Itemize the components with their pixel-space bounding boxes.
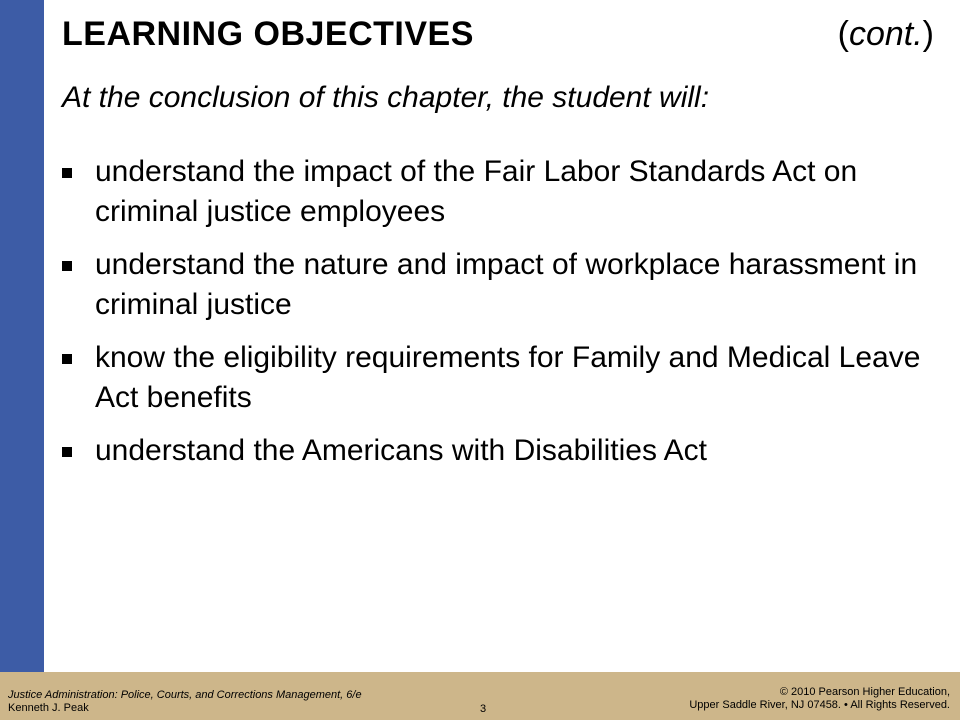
objective-item <box>62 431 922 471</box>
square-bullet-icon <box>62 447 72 457</box>
left-accent-bar <box>0 0 44 672</box>
slide-subtitle: At the conclusion of this chapter, the student will: <box>62 81 710 114</box>
objective-item <box>62 338 922 418</box>
continued-label: (cont.) <box>837 15 934 53</box>
footer-citation <box>8 689 362 715</box>
square-bullet-icon <box>62 261 72 271</box>
author-name: Kenneth J. Peak <box>8 702 89 714</box>
continued-text: cont. <box>848 15 923 53</box>
objective-text: understand the nature and impact of workplace harassment in criminal justice <box>95 248 918 321</box>
objective-item <box>62 245 922 325</box>
objective-text: understand the impact of the Fair Labor Standards Act on criminal justice employees <box>95 155 858 228</box>
copyright-notice <box>689 686 950 712</box>
square-bullet-icon <box>62 354 72 364</box>
page-number: 3 <box>480 703 487 715</box>
footer-bar <box>0 672 960 720</box>
book-title: Justice Administration: Police, Courts, and Corrections Management, 6/e <box>8 689 362 701</box>
objective-item <box>62 152 922 232</box>
copyright-line-2: Upper Saddle River, NJ 07458. • All Rights Reserved. <box>689 699 950 711</box>
objective-text: know the eligibility requirements for Family and Medical Leave Act benefits <box>95 341 921 414</box>
slide-title: LEARNING OBJECTIVES <box>62 15 474 53</box>
copyright-line-1: © 2010 Pearson Higher Education, <box>779 686 950 698</box>
objective-text: understand the Americans with Disabilities Act <box>95 434 707 467</box>
square-bullet-icon <box>62 168 72 178</box>
objectives-list <box>62 152 922 484</box>
